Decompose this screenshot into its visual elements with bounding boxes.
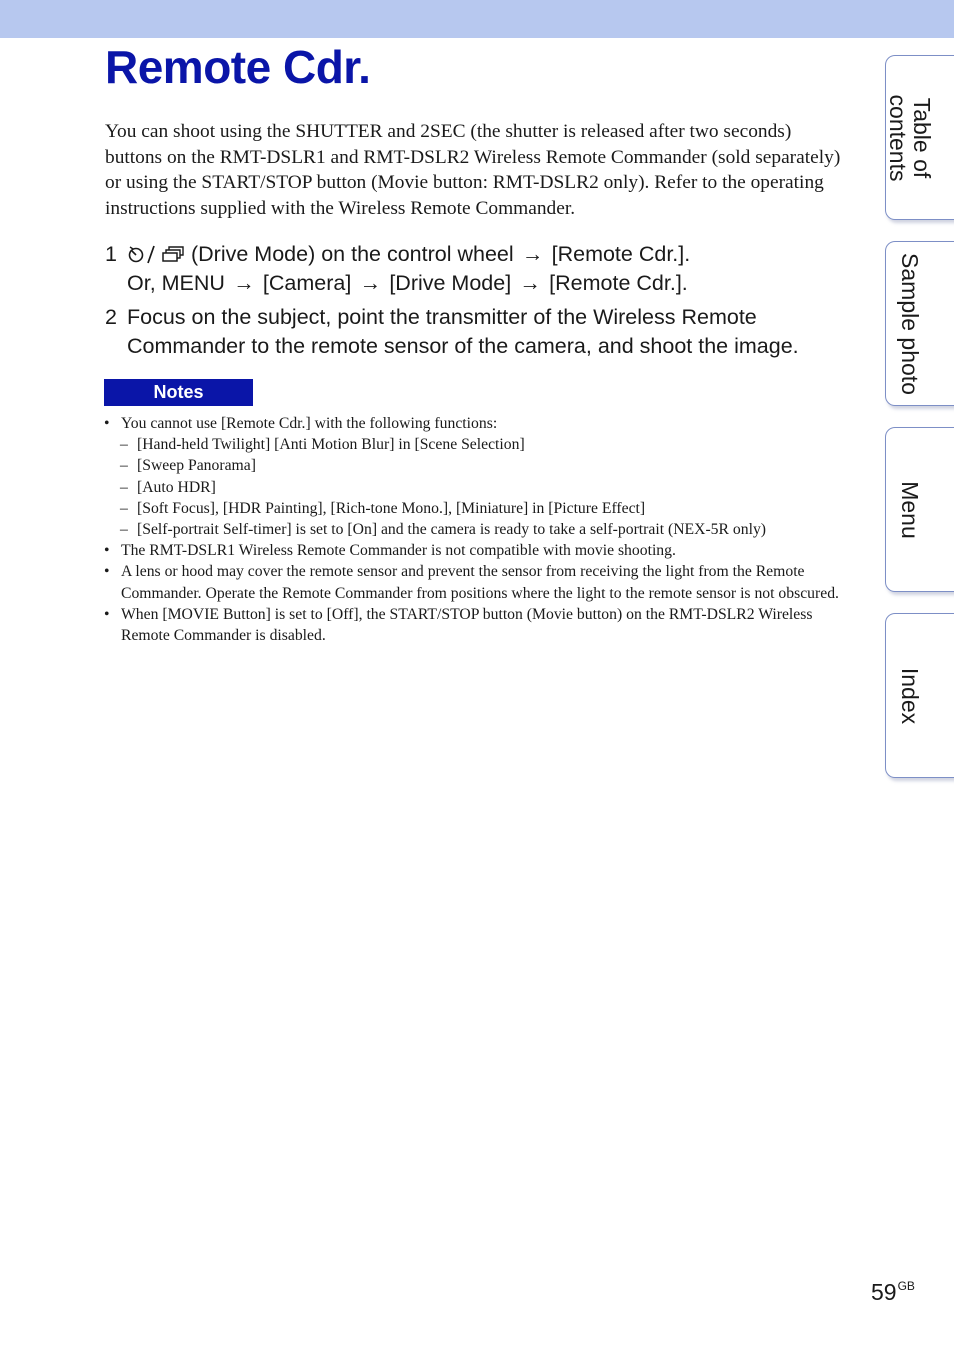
sub-note-text: [Hand-held Twilight] [Anti Motion Blur] in [Scene Selection]: [137, 436, 525, 454]
step-1-drive-mode-text: [Drive Mode]: [389, 271, 512, 295]
page-number-suffix: GB: [897, 1279, 915, 1293]
dash: –: [120, 521, 128, 539]
sub-list-item: [104, 455, 844, 476]
dash: –: [120, 478, 128, 496]
sub-list-item: [104, 477, 844, 498]
tab-label-line: Table of: [909, 97, 935, 178]
bullet: •: [104, 415, 110, 432]
tab-table-of-contents[interactable]: [885, 55, 954, 220]
sub-list-item: [104, 519, 844, 540]
bullet: •: [104, 542, 110, 560]
note-text: When [MOVIE Button] is set to [Off], the START/STOP button (Movie button) on the RMT-DSLR2 Wireless Remote Commander is disabled.: [121, 605, 813, 645]
note-text: You cannot use [Remote Cdr.] with the following functions:: [121, 415, 498, 432]
bullet: •: [104, 605, 110, 623]
page-number-value: 59: [871, 1279, 897, 1305]
note-text: The RMT-DSLR1 Wireless Remote Commander is not compatible with movie shooting.: [121, 542, 676, 560]
step-1-remote-cdr-text: [Remote Cdr.].: [549, 271, 688, 295]
notes-list: [104, 413, 844, 646]
tab-sample-photo[interactable]: [885, 241, 954, 406]
list-item: [104, 561, 844, 603]
sub-list-item: [104, 498, 844, 519]
page-title: Remote Cdr.: [105, 41, 371, 93]
step-1-menu-text: Or, MENU: [127, 271, 225, 295]
step-2-text: Focus on the subject, point the transmitter of the Wireless Remote Commander to the remote sensor of the camera, and shoot the image.: [127, 305, 799, 358]
list-item: [104, 413, 844, 434]
arrow-icon: →: [359, 271, 382, 295]
dash: –: [120, 457, 128, 475]
dash: –: [120, 436, 128, 454]
step-1-text-b: [Remote Cdr.].: [551, 242, 691, 266]
step-1-line-1: [127, 240, 845, 269]
arrow-icon: →: [233, 271, 255, 295]
tab-menu[interactable]: [885, 427, 954, 592]
step-number: 1: [105, 242, 117, 266]
step-2: [105, 303, 845, 361]
list-item: [104, 604, 844, 646]
arrow-icon: →: [519, 271, 541, 295]
sub-note-text: [Self-portrait Self-timer] is set to [On] and the camera is ready to take a self-portrait (NEX-5R only): [137, 521, 767, 539]
self-timer-continuous-drive-icon: [127, 244, 185, 264]
bullet: •: [104, 563, 110, 581]
sub-note-text: [Sweep Panorama]: [137, 457, 256, 475]
note-text: A lens or hood may cover the remote sensor and prevent the sensor from receiving the light from the Remote Commander. Operate the Remote Commander from positions where the light to the remote sensor is not obscured.: [121, 563, 839, 602]
arrow-icon: →: [521, 242, 544, 266]
dash: –: [120, 499, 128, 517]
notes-badge: Notes: [104, 379, 253, 406]
step-1-line-2: [127, 269, 845, 298]
sub-list-item: [104, 434, 844, 455]
step-number: 2: [105, 305, 117, 329]
intro-paragraph: You can shoot using the SHUTTER and 2SEC (the shutter is released after two seconds) buttons on the RMT-DSLR1 and RMT-DSLR2 Wireless Remote Commander (sold separately) or using the START/STOP button (Movie button: RMT-DSLR2 only). Refer to the operating instructions supplied with the Wireless Remote Commander.: [105, 121, 841, 219]
tab-label: Menu: [897, 480, 923, 539]
tab-label: Sample photo: [897, 252, 923, 395]
tab-label: [886, 94, 934, 181]
tab-label-line: contents: [885, 94, 911, 181]
step-body: [127, 240, 845, 298]
page-number: [871, 1279, 915, 1306]
step-1-camera-text: [Camera]: [262, 271, 352, 295]
step-1-text-a: (Drive Mode) on the control wheel: [190, 242, 514, 266]
list-item: [104, 540, 844, 561]
step-1: [105, 240, 845, 298]
sub-note-text: [Auto HDR]: [137, 478, 216, 496]
header-bar: [0, 0, 954, 38]
tab-index[interactable]: [885, 613, 954, 778]
tab-label: Index: [897, 667, 923, 724]
sub-note-text: [Soft Focus], [HDR Painting], [Rich-tone Mono.], [Miniature] in [Picture Effect]: [137, 499, 646, 517]
